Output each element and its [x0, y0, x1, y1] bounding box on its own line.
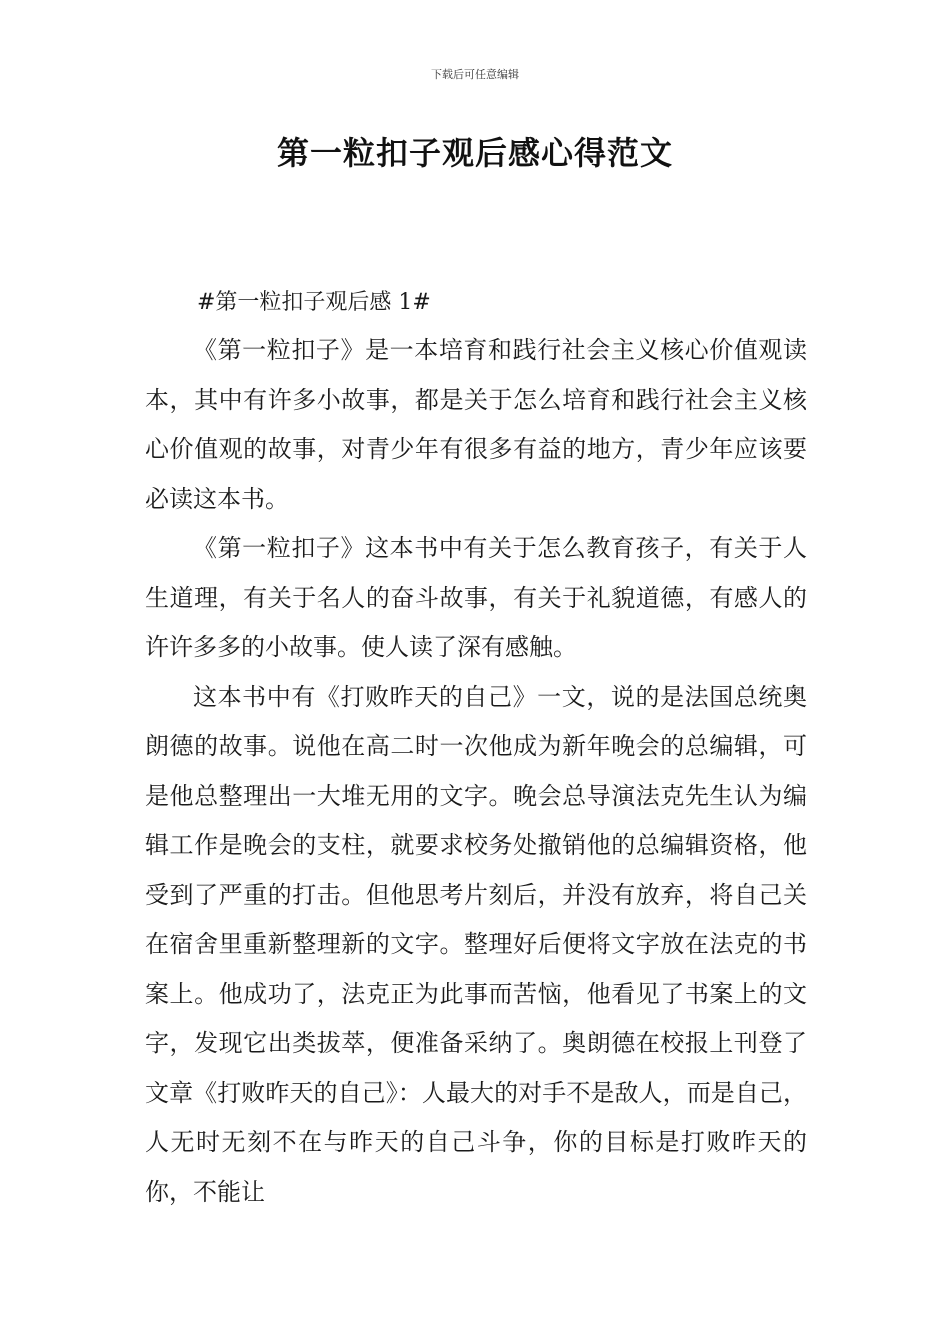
document-body — [145, 280, 807, 1217]
document-title: 第一粒扣子观后感心得范文 — [276, 134, 673, 172]
paragraph-1: 《第一粒扣子》是一本培育和践行社会主义核心价值观读本，其中有许多小故事，都是关于怎么培育和践行社会主义核心价值观的故事，对青少年有很多有益的地方，青少年应该要必读这本书。 — [145, 336, 807, 513]
paragraph-2: 《第一粒扣子》这本书中有关于怎么教育孩子，有关于人生道理，有关于名人的奋斗故事，有关于礼貌道德，有感人的许许多多的小故事。使人读了深有感触。 — [145, 534, 807, 661]
header-note: 下载后可任意编辑 — [431, 68, 519, 81]
paragraph-3: 这本书中有《打败昨天的自己》一文，说的是法国总统奥朗德的故事。说他在高二时一次他成为新年晚会的总编辑，可是他总整理出一大堆无用的文字。晚会总导演法克先生认为编辑工作是晚会的支柱，就要求校务处撤销他的总编辑资格，他受到了严重的打击。但他思考片刻后，并没有放弃，将自己关在宿舍里重新整理新的文字。整理好后便将文字放在法克的书案上。他成功了，法克正为此事而苦恼，他看见了书案上的文字，发现它出类拔萃，便准备采纳了。奥朗德在校报上刊登了文章《打败昨天的自己》：人最大的对手不是敌人，而是自己，人无时无刻不在与昨天的自己斗争，你的目标是打败昨天的你，不能让 — [145, 682, 807, 1206]
section-heading: #第一粒扣子观后感 1# — [197, 290, 431, 315]
